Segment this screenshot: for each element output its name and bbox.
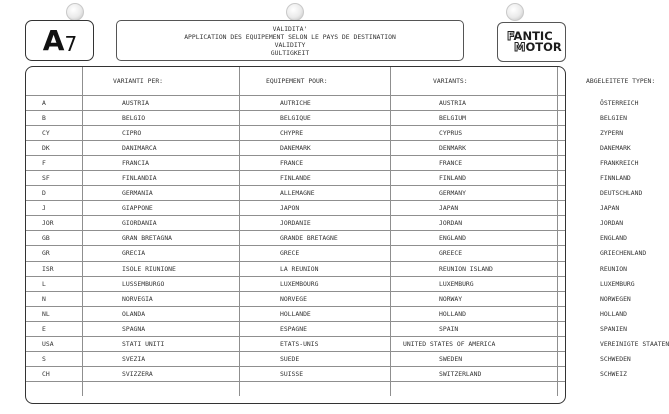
- name-italian-cell: DANIMARCA: [83, 141, 240, 156]
- name-german-cell: BELGIEN: [558, 111, 566, 126]
- table-row: [26, 231, 565, 246]
- name-german-cell: JAPAN: [558, 201, 566, 216]
- country-code-cell: NL: [26, 306, 83, 321]
- name-german-cell: FRANKREICH: [558, 156, 566, 171]
- table-row: [26, 261, 565, 276]
- name-german-cell: LUXEMBURG: [558, 276, 566, 291]
- name-french-cell: NORVEGE: [240, 291, 391, 306]
- name-italian-cell: LUSSEMBURGO: [83, 276, 240, 291]
- table-row: [26, 141, 565, 156]
- name-german-cell: SCHWEDEN: [558, 351, 566, 366]
- table-row: [26, 351, 565, 366]
- name-german-cell: GRIECHENLAND: [558, 246, 566, 261]
- title-line: VALIDITY: [274, 40, 306, 49]
- country-code-cell: DK: [26, 141, 83, 156]
- name-italian-cell: OLANDA: [83, 306, 240, 321]
- name-french-cell: GRECE: [240, 246, 391, 261]
- country-code-cell: F: [26, 156, 83, 171]
- brand-initial: M: [514, 40, 526, 54]
- country-code-cell: GR: [26, 246, 83, 261]
- country-code-cell: SF: [26, 171, 83, 186]
- name-italian-cell: BELGIO: [83, 111, 240, 126]
- name-french-cell: FRANCE: [240, 156, 391, 171]
- name-french-cell: DANEMARK: [240, 141, 391, 156]
- name-italian-cell: SVEZIA: [83, 351, 240, 366]
- page-code-letter: A: [42, 24, 64, 57]
- country-code-cell: GB: [26, 231, 83, 246]
- name-german-cell: SCHWEIZ: [558, 366, 566, 381]
- name-english-cell: [391, 381, 558, 396]
- country-code-cell: [26, 381, 83, 396]
- country-code-cell: N: [26, 291, 83, 306]
- name-german-cell: [558, 381, 566, 396]
- country-code-cell: J: [26, 201, 83, 216]
- name-french-cell: FINLANDE: [240, 171, 391, 186]
- validity-table: [26, 67, 669, 396]
- binder-hole: [506, 3, 524, 21]
- name-english-cell: FINLAND: [391, 171, 558, 186]
- country-code-cell: A: [26, 96, 83, 111]
- name-english-cell: UNITED STATES OF AMERICA: [391, 336, 558, 351]
- name-english-cell: GERMANY: [391, 186, 558, 201]
- country-code-cell: L: [26, 276, 83, 291]
- name-french-cell: LA REUNION: [240, 261, 391, 276]
- name-italian-cell: SPAGNA: [83, 321, 240, 336]
- table-row: [26, 111, 565, 126]
- name-italian-cell: FINLANDIA: [83, 171, 240, 186]
- name-german-cell: SPANIEN: [558, 321, 566, 336]
- name-italian-cell: STATI UNITI: [83, 336, 240, 351]
- table-row: [26, 381, 565, 396]
- name-french-cell: SUEDE: [240, 351, 391, 366]
- name-french-cell: BELGIQUE: [240, 111, 391, 126]
- name-german-cell: NORWEGEN: [558, 291, 566, 306]
- name-italian-cell: AUSTRIA: [83, 96, 240, 111]
- brand-initial: F: [507, 29, 514, 43]
- title-box: [116, 20, 464, 61]
- name-german-cell: DANEMARK: [558, 141, 566, 156]
- name-english-cell: SWEDEN: [391, 351, 558, 366]
- name-english-cell: LUXEMBURG: [391, 276, 558, 291]
- country-code-cell: D: [26, 186, 83, 201]
- country-code-cell: E: [26, 321, 83, 336]
- name-italian-cell: GRECIA: [83, 246, 240, 261]
- name-english-cell: CYPRUS: [391, 126, 558, 141]
- country-code-cell: CY: [26, 126, 83, 141]
- title-line: VALIDITA': [272, 24, 308, 33]
- name-german-cell: FINNLAND: [558, 171, 566, 186]
- brand-logo: [497, 22, 566, 62]
- name-french-cell: JORDANIE: [240, 216, 391, 231]
- name-italian-cell: GIORDANIA: [83, 216, 240, 231]
- page-code-box: [25, 20, 94, 61]
- name-french-cell: HOLLANDE: [240, 306, 391, 321]
- name-german-cell: REUNION: [558, 261, 566, 276]
- name-german-cell: HOLLAND: [558, 306, 566, 321]
- column-header: VARIANTS:: [391, 67, 558, 96]
- name-english-cell: GREECE: [391, 246, 558, 261]
- table-row: [26, 156, 565, 171]
- table-row: [26, 126, 565, 141]
- name-english-cell: JAPAN: [391, 201, 558, 216]
- name-french-cell: ESPAGNE: [240, 321, 391, 336]
- name-french-cell: [240, 381, 391, 396]
- table-row: [26, 96, 565, 111]
- name-english-cell: REUNION ISLAND: [391, 261, 558, 276]
- country-code-cell: USA: [26, 336, 83, 351]
- table-header-row: [26, 67, 565, 96]
- column-header: VARIANTI PER:: [83, 67, 240, 96]
- name-french-cell: LUXEMBOURG: [240, 276, 391, 291]
- title-line: APPLICATION DES EQUIPEMENT SELON LE PAYS DE DESTINATION: [184, 32, 396, 41]
- name-italian-cell: GERMANIA: [83, 186, 240, 201]
- name-german-cell: VEREINIGTE STAATEN: [558, 336, 566, 351]
- name-english-cell: AUSTRIA: [391, 96, 558, 111]
- name-german-cell: DEUTSCHLAND: [558, 186, 566, 201]
- name-italian-cell: CIPRO: [83, 126, 240, 141]
- name-italian-cell: FRANCIA: [83, 156, 240, 171]
- name-english-cell: NORWAY: [391, 291, 558, 306]
- title-line: GULTIGKEIT: [270, 48, 310, 57]
- name-french-cell: SUISSE: [240, 366, 391, 381]
- name-italian-cell: [83, 381, 240, 396]
- name-english-cell: DENMARK: [391, 141, 558, 156]
- column-header: [26, 67, 83, 96]
- table-row: [26, 336, 565, 351]
- country-code-cell: CH: [26, 366, 83, 381]
- name-english-cell: HOLLAND: [391, 306, 558, 321]
- table-row: [26, 291, 565, 306]
- table-row: [26, 321, 565, 336]
- name-french-cell: JAPON: [240, 201, 391, 216]
- name-english-cell: FRANCE: [391, 156, 558, 171]
- name-german-cell: JORDAN: [558, 216, 566, 231]
- table-row: [26, 201, 565, 216]
- country-code-cell: B: [26, 111, 83, 126]
- name-french-cell: ALLEMAGNE: [240, 186, 391, 201]
- name-french-cell: ETATS-UNIS: [240, 336, 391, 351]
- name-italian-cell: GRAN BRETAGNA: [83, 231, 240, 246]
- name-italian-cell: SVIZZERA: [83, 366, 240, 381]
- table-row: [26, 186, 565, 201]
- name-english-cell: SPAIN: [391, 321, 558, 336]
- name-german-cell: ÖSTERREICH: [558, 96, 566, 111]
- name-english-cell: SWITZERLAND: [391, 366, 558, 381]
- table-row: [26, 171, 565, 186]
- country-code-cell: JOR: [26, 216, 83, 231]
- name-english-cell: BELGIUM: [391, 111, 558, 126]
- name-german-cell: ENGLAND: [558, 231, 566, 246]
- name-italian-cell: ISOLE RIUNIONE: [83, 261, 240, 276]
- country-code-cell: S: [26, 351, 83, 366]
- name-english-cell: ENGLAND: [391, 231, 558, 246]
- name-french-cell: CHYPRE: [240, 126, 391, 141]
- table-row: [26, 216, 565, 231]
- binder-hole: [286, 3, 304, 21]
- column-header: ABGELEITETE TYPEN:: [558, 67, 566, 96]
- page-code-number: 7: [64, 31, 77, 56]
- brand-text: ANTIC: [513, 29, 553, 43]
- table-row: [26, 246, 565, 261]
- brand-text: OTOR: [525, 40, 562, 54]
- name-french-cell: GRANDE BRETAGNE: [240, 231, 391, 246]
- country-code-cell: ISR: [26, 261, 83, 276]
- validity-table-frame: [25, 66, 669, 404]
- name-italian-cell: GIAPPONE: [83, 201, 240, 216]
- table-row: [26, 276, 565, 291]
- name-french-cell: AUTRICHE: [240, 96, 391, 111]
- name-english-cell: JORDAN: [391, 216, 558, 231]
- binder-hole: [66, 3, 84, 21]
- column-header: EQUIPEMENT POUR:: [240, 67, 391, 96]
- table-row: [26, 366, 565, 381]
- name-german-cell: ZYPERN: [558, 126, 566, 141]
- table-row: [26, 306, 565, 321]
- name-italian-cell: NORVEGIA: [83, 291, 240, 306]
